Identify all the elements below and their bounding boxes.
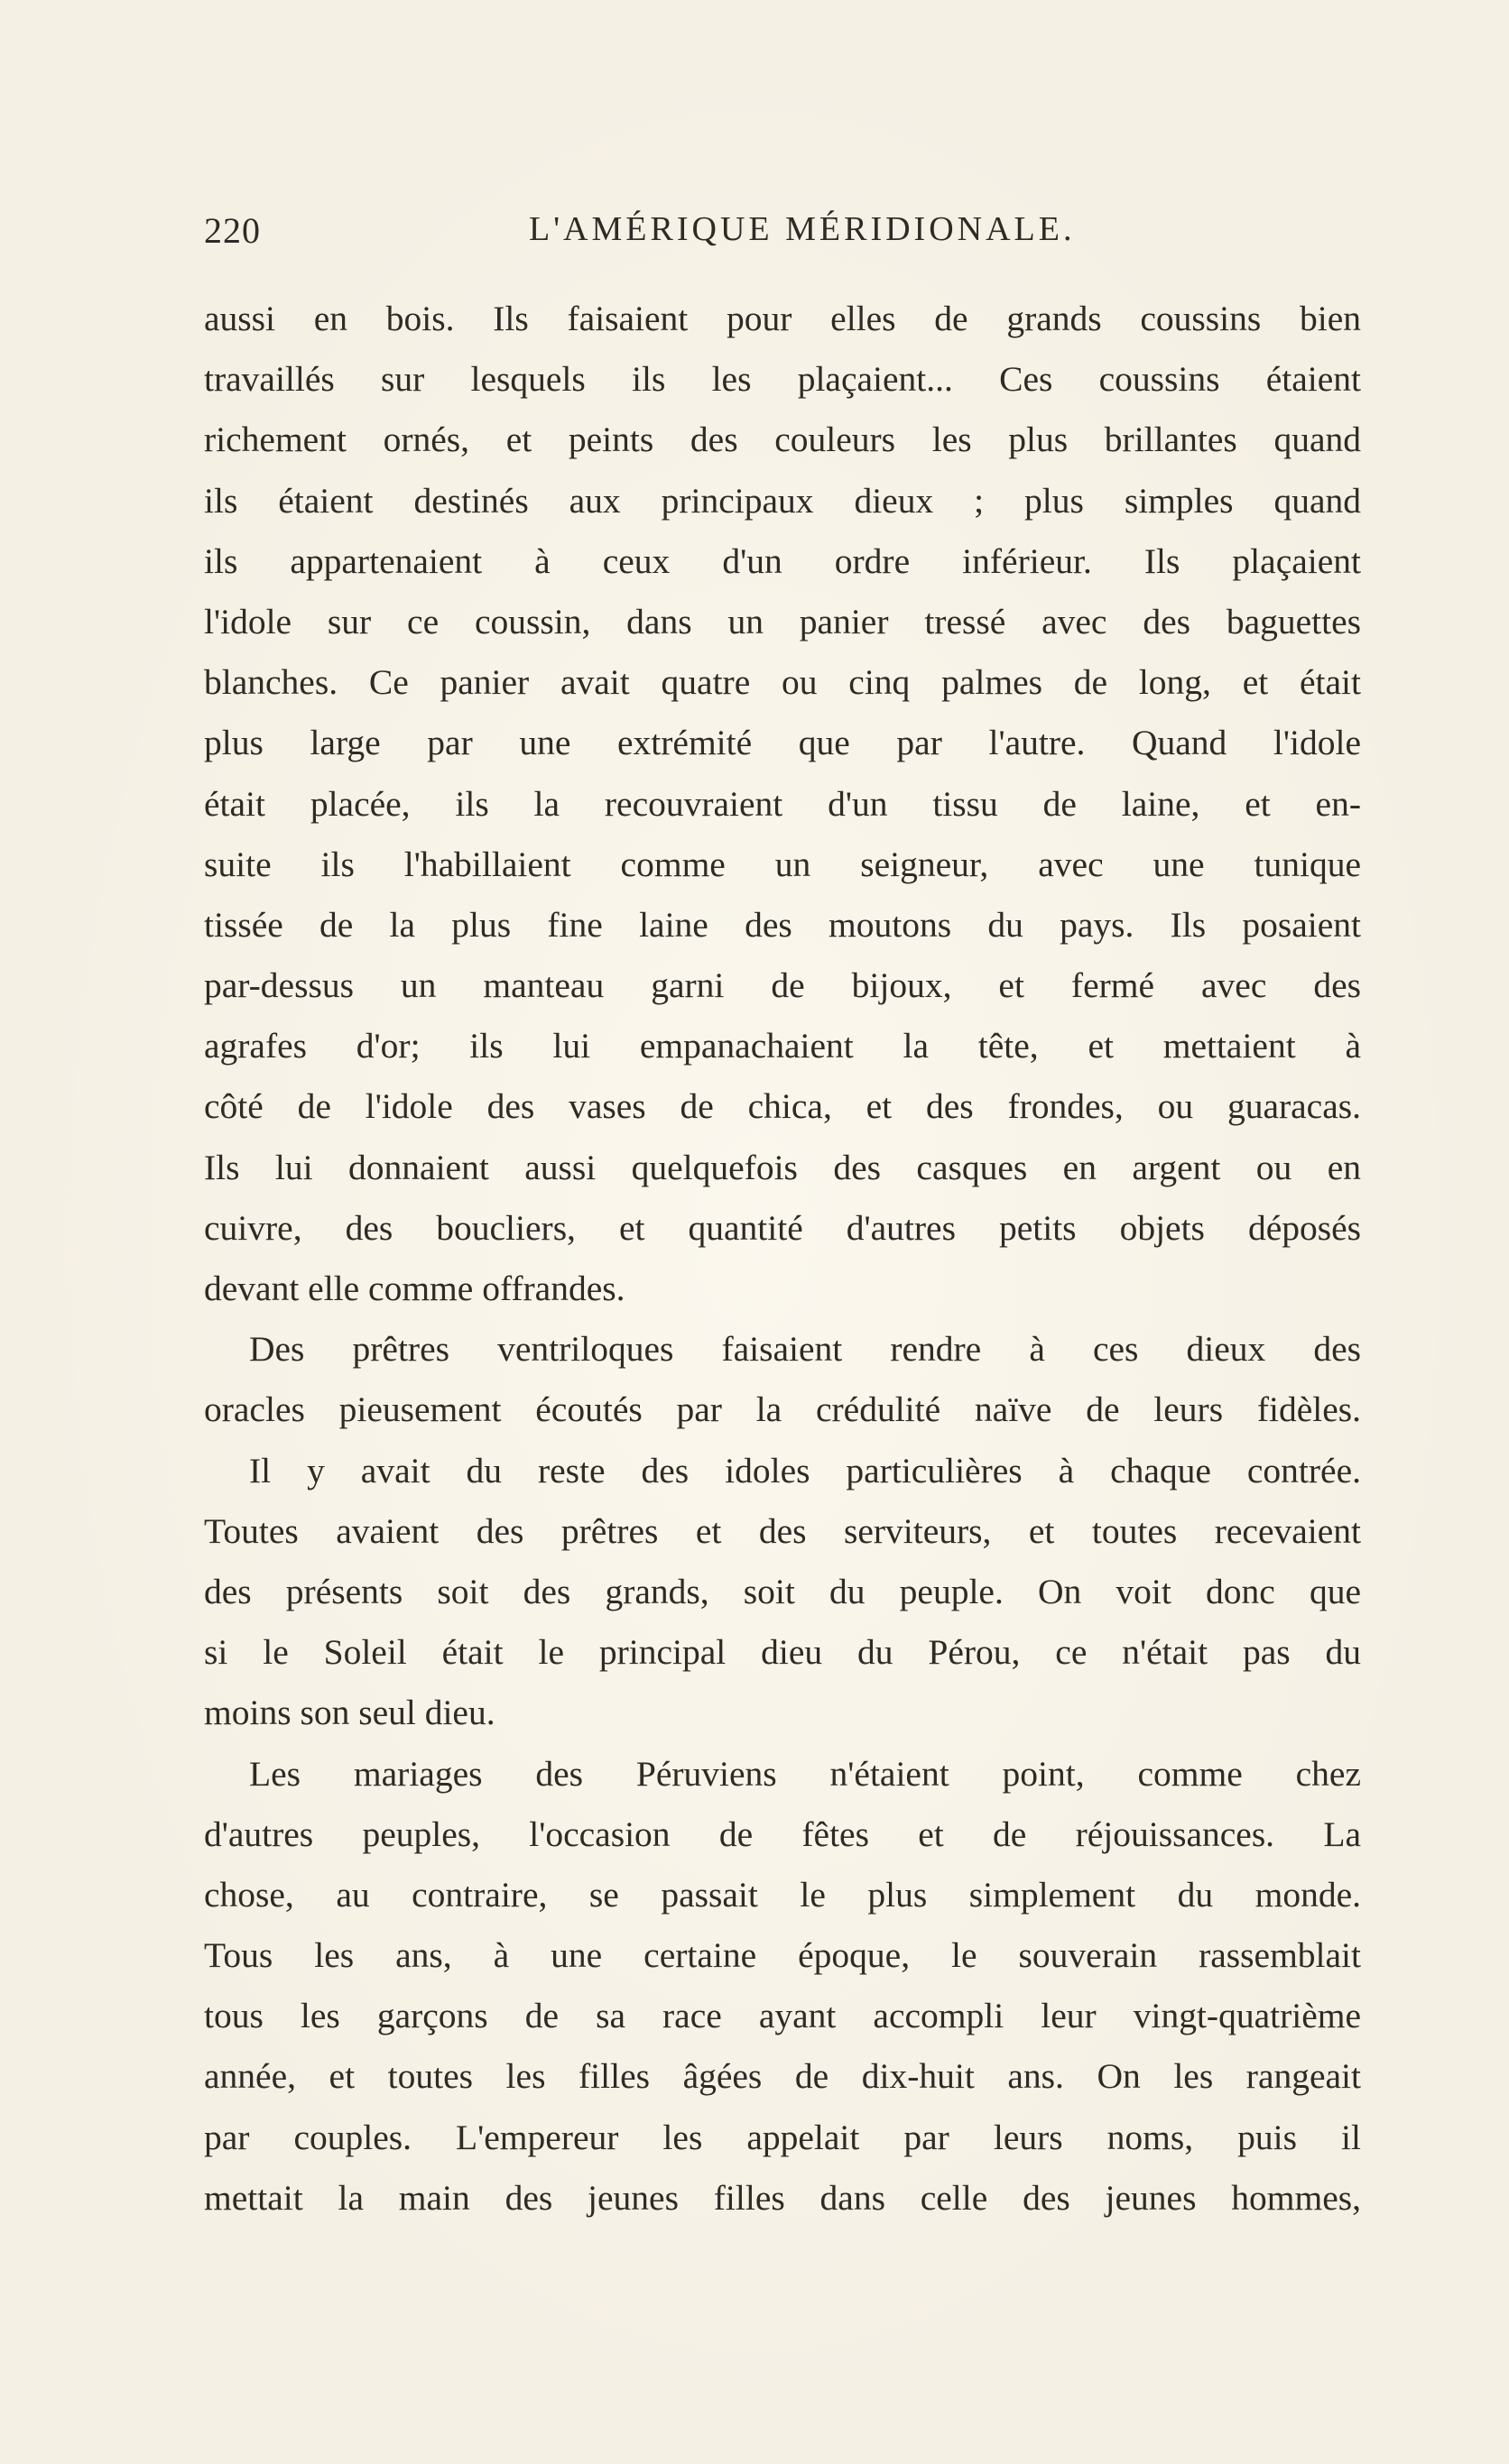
text-line: ils étaient destinés aux principaux dieux ; plus simples quand <box>204 480 1361 521</box>
text-line: mettait la main des jeunes filles dans celle des jeunes hommes, <box>204 2177 1361 2218</box>
text-line: richement ornés, et peints des couleurs les plus brillantes quand <box>204 420 1361 460</box>
text-line: plus large par une extrémité que par l'autre. Quand l'idole <box>204 723 1361 763</box>
text-line: moins son seul dieu. <box>204 1693 495 1733</box>
text-line: ils appartenaient à ceux d'un ordre inférieur. Ils plaçaient <box>204 540 1361 581</box>
text-line: tissée de la plus fine laine des moutons du pays. Ils posaient <box>204 904 1361 945</box>
text-line: aussi en bois. Ils faisaient pour elles de grands coussins bien <box>204 299 1361 338</box>
text-line: si le Soleil était le principal dieu du Pérou, ce n'était pas du <box>204 1632 1361 1673</box>
text-line: agrafes d'or; ils lui empanachaient la tête, et mettaient à <box>204 1026 1361 1066</box>
text-line: Toutes avaient des prêtres et des serviteurs, et toutes recevaient <box>204 1510 1361 1551</box>
page-number: 220 <box>204 210 261 251</box>
body-text <box>204 289 1361 2229</box>
text-line: d'autres peuples, l'occasion de fêtes et de réjouissances. La <box>204 1813 1361 1854</box>
text-line: l'idole sur ce coussin, dans un panier tressé avec des baguettes <box>204 601 1361 641</box>
text-line: Les mariages des Péruviens n'étaient point, comme chez <box>249 1753 1361 1794</box>
text-line: côté de l'idole des vases de chica, et des frondes, ou guaracas. <box>204 1086 1361 1127</box>
text-line: Des prêtres ventriloques faisaient rendre à ces dieux des <box>249 1329 1361 1370</box>
text-line: année, et toutes les filles âgées de dix-huit ans. On les rangeait <box>204 2056 1361 2097</box>
text-line: oracles pieusement écoutés par la crédulité naïve de leurs fidèles. <box>204 1389 1361 1430</box>
running-head <box>204 209 1361 254</box>
text-line: devant elle comme offrandes. <box>204 1269 625 1308</box>
text-line: travaillés sur lesquels ils les plaçaient... Ces coussins étaient <box>204 359 1361 400</box>
text-line: Ils lui donnaient aussi quelquefois des casques en argent ou en <box>204 1147 1361 1187</box>
text-line: des présents soit des grands, soit du peuple. On voit donc que <box>204 1571 1361 1611</box>
text-line: blanches. Ce panier avait quatre ou cinq palmes de long, et était <box>204 662 1361 703</box>
text-line: Il y avait du reste des idoles particulières à chaque contrée. <box>249 1450 1361 1490</box>
text-line: par-dessus un manteau garni de bijoux, et fermé avec des <box>204 965 1361 1006</box>
text-line: était placée, ils la recouvraient d'un tissu de laine, et en- <box>204 783 1361 824</box>
text-line: cuivre, des boucliers, et quantité d'autres petits objets déposés <box>204 1207 1361 1248</box>
text-line: chose, au contraire, se passait le plus simplement du monde. <box>204 1874 1361 1915</box>
text-line: tous les garçons de sa race ayant accompli leur vingt-quatrième <box>204 1996 1361 2036</box>
text-line: suite ils l'habillaient comme un seigneur, avec une tunique <box>204 844 1361 884</box>
running-title: L'AMÉRIQUE MÉRIDIONALE. <box>529 210 1076 248</box>
text-line: Tous les ans, à une certaine époque, le souverain rassemblait <box>204 1935 1361 1976</box>
text-line: par couples. L'empereur les appelait par leurs noms, puis il <box>204 2117 1361 2157</box>
